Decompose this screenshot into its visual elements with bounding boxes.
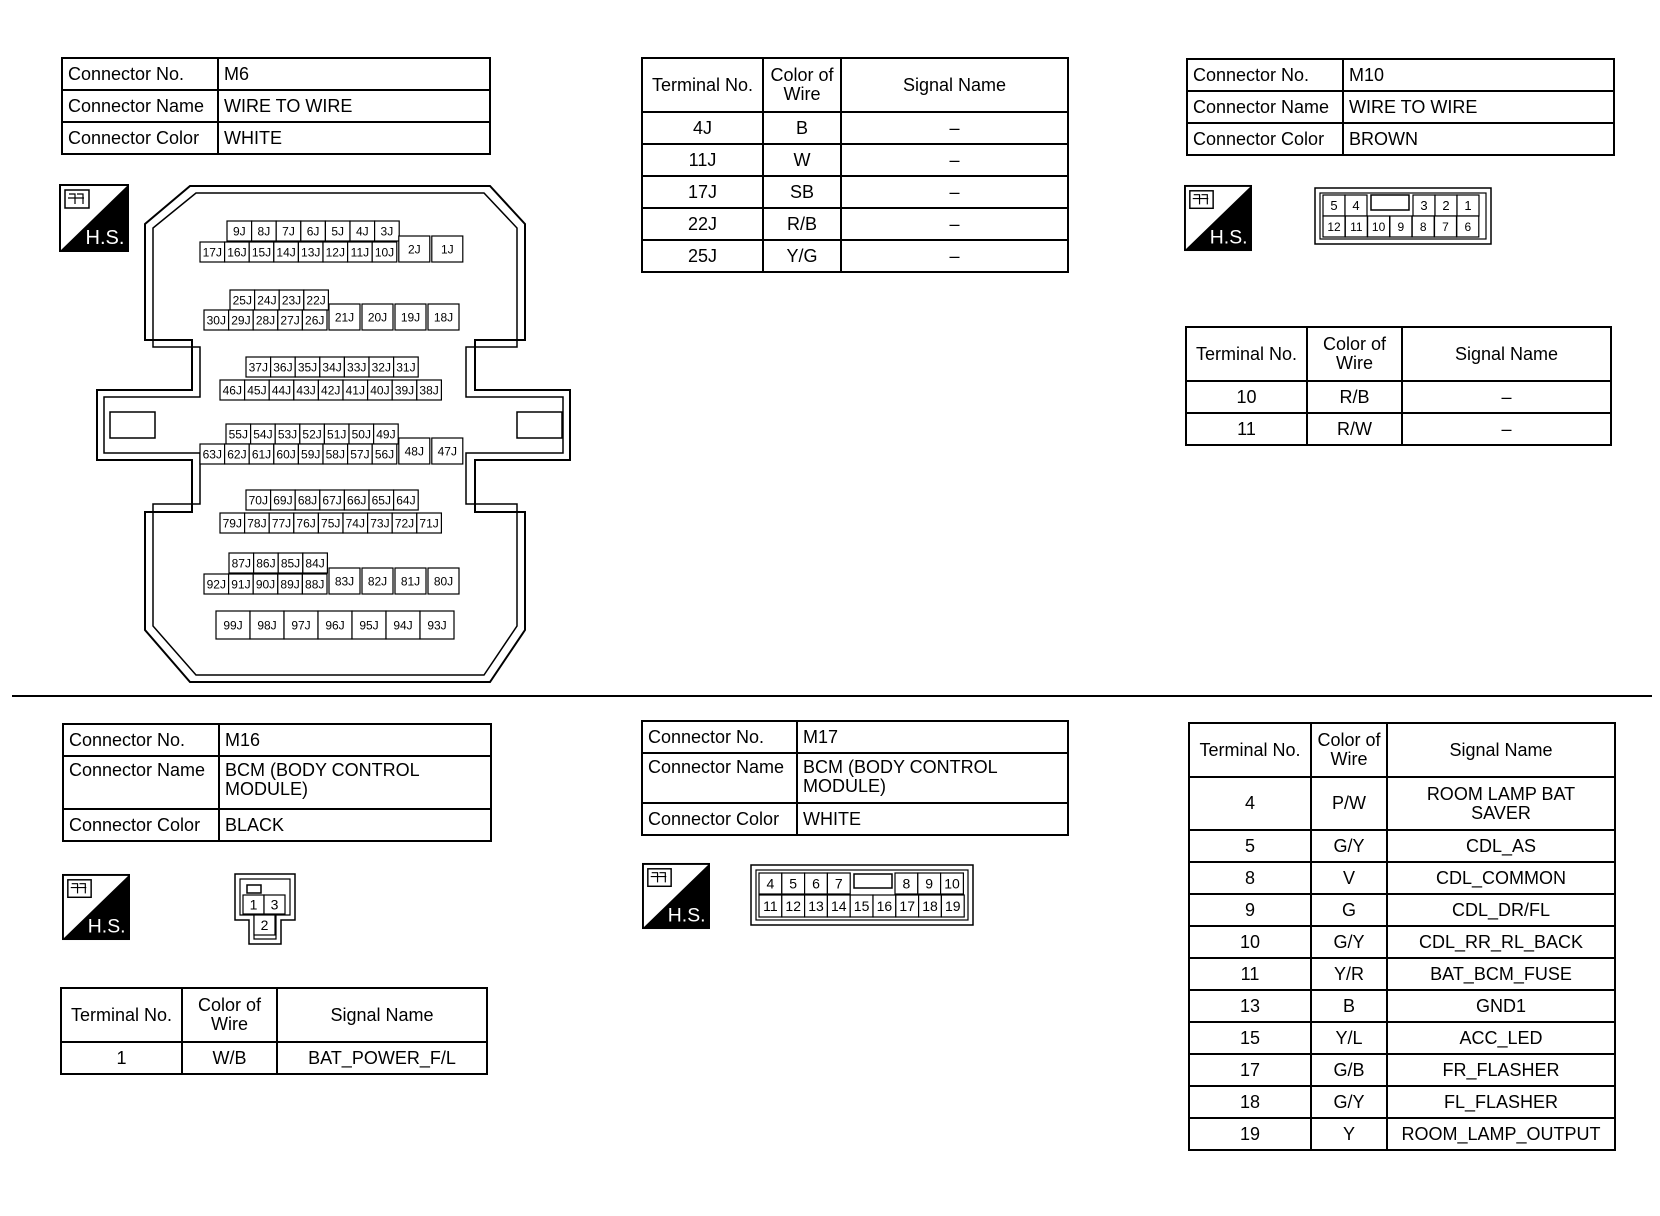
terminal-label: 31J — [396, 360, 416, 375]
terminal-label: 77J — [271, 516, 292, 531]
terminal-label: 2 — [260, 917, 269, 934]
table-row — [1189, 862, 1615, 894]
header-terminal: Terminal No. — [61, 988, 182, 1042]
info-row — [642, 753, 1068, 803]
info-value: BROWN — [1343, 123, 1614, 155]
section-divider — [12, 695, 1652, 697]
cell-terminal: 15 — [1189, 1022, 1311, 1054]
table-row — [1189, 926, 1615, 958]
info-value: WIRE TO WIRE — [1343, 91, 1614, 123]
terminal-label: 99J — [223, 618, 243, 633]
table-row — [1189, 958, 1615, 990]
cell-terminal: 10 — [1189, 926, 1311, 958]
terminal-label: 64J — [396, 493, 416, 508]
info-value: M17 — [797, 721, 1068, 753]
info-row — [63, 756, 491, 809]
terminal-label: 8 — [1419, 219, 1427, 234]
terminal-label: 5J — [331, 224, 345, 239]
hs-label: H.S. — [85, 227, 125, 249]
terminal-label: 4 — [1352, 198, 1360, 214]
info-label: Connector No. — [63, 724, 219, 756]
terminal-label: 67J — [322, 493, 342, 508]
terminal-label: 57J — [350, 447, 370, 462]
info-value: BLACK — [219, 809, 491, 841]
terminal-label: 6 — [812, 875, 820, 892]
cell-signal: FL_FLASHER — [1387, 1086, 1615, 1118]
terminal-label: 81J — [400, 574, 421, 589]
terminal-label: 16J — [227, 245, 247, 260]
terminal-label: 60J — [276, 447, 296, 462]
terminal-label: 50J — [351, 427, 371, 442]
info-label: Connector Name — [62, 90, 218, 122]
info-value: WHITE — [797, 803, 1068, 835]
terminal-label: 10J — [374, 245, 395, 260]
terminal-label: 27J — [280, 313, 300, 328]
m17-connector-diagram — [750, 864, 974, 926]
terminal-label: 93J — [427, 618, 447, 633]
terminal-label: 82J — [367, 574, 388, 589]
cell-color: R/W — [1307, 413, 1402, 445]
header-color: Color of Wire — [763, 58, 841, 112]
terminal-label: 74J — [345, 516, 365, 531]
info-value: BCM (BODY CONTROL MODULE) — [797, 753, 1068, 803]
table-header-row — [1189, 723, 1615, 777]
terminal-label: 19 — [945, 898, 961, 915]
cell-color: G/B — [1311, 1054, 1387, 1086]
table-row — [1189, 894, 1615, 926]
cell-signal: – — [841, 176, 1068, 208]
cell-signal: ROOM LAMP BAT SAVER — [1387, 777, 1615, 830]
header-terminal: Terminal No. — [1189, 723, 1311, 777]
harness-side-icon — [642, 862, 710, 930]
info-label: Connector Color — [642, 803, 797, 835]
terminal-label: 3 — [1420, 198, 1428, 214]
terminal-label: 4 — [766, 875, 775, 892]
terminal-label: 23J — [281, 293, 302, 308]
info-label: Connector No. — [642, 721, 797, 753]
info-row — [642, 803, 1068, 835]
terminal-label: 8J — [257, 224, 271, 239]
terminal-label: 4J — [355, 224, 369, 239]
terminal-label: 79J — [222, 516, 242, 531]
cell-terminal: 8 — [1189, 862, 1311, 894]
hs-label: H.S. — [1209, 226, 1248, 249]
terminal-label: 10 — [1371, 219, 1386, 234]
terminal-label: 28J — [255, 313, 276, 328]
m17-signal-table — [1188, 722, 1616, 1151]
cell-terminal: 11 — [1189, 958, 1311, 990]
table-row — [642, 144, 1068, 176]
terminal-label: 49J — [376, 427, 396, 442]
terminal-label: 12 — [785, 898, 801, 915]
terminal-label: 56J — [374, 447, 395, 462]
cell-signal: CDL_COMMON — [1387, 862, 1615, 894]
table-header-row — [61, 988, 487, 1042]
header-terminal: Terminal No. — [642, 58, 763, 112]
cell-terminal: 4 — [1189, 777, 1311, 830]
info-value: WHITE — [218, 122, 490, 154]
cell-terminal: 18 — [1189, 1086, 1311, 1118]
cell-signal: ACC_LED — [1387, 1022, 1615, 1054]
terminal-label: 35J — [297, 360, 318, 375]
info-label: Connector Color — [1187, 123, 1343, 155]
m16-info-table — [62, 723, 492, 842]
terminal-label: 89J — [280, 577, 300, 592]
terminal-label: 17 — [899, 898, 915, 915]
cell-color: V — [1311, 862, 1387, 894]
terminal-label: 42J — [321, 383, 341, 398]
cell-color: Y — [1311, 1118, 1387, 1150]
cell-terminal: 10 — [1186, 381, 1307, 413]
terminal-label: 6J — [306, 224, 320, 239]
table-row — [61, 1042, 487, 1074]
cell-color: Y/G — [763, 240, 841, 272]
header-color: Color of Wire — [182, 988, 277, 1042]
terminal-label: 22J — [306, 293, 326, 308]
table-row — [1186, 381, 1611, 413]
cell-color: W/B — [182, 1042, 277, 1074]
cell-signal: – — [841, 112, 1068, 144]
info-row — [62, 122, 490, 154]
terminal-label: 25J — [232, 293, 252, 308]
terminal-label: 69J — [273, 493, 293, 508]
terminal-label: 8 — [902, 875, 911, 892]
table-row — [1189, 1022, 1615, 1054]
cell-terminal: 11 — [1186, 413, 1307, 445]
terminal-label: 5 — [789, 875, 798, 892]
terminal-label: 98J — [257, 618, 277, 633]
terminal-label: 61J — [251, 447, 272, 462]
m6-connector-diagram — [95, 184, 575, 684]
cell-color: B — [763, 112, 841, 144]
cell-color: G/Y — [1311, 830, 1387, 862]
info-value: M10 — [1343, 59, 1614, 91]
harness-side-icon — [62, 873, 130, 941]
cell-terminal: 17 — [1189, 1054, 1311, 1086]
header-signal: Signal Name — [1402, 327, 1611, 381]
terminal-label: 63J — [202, 447, 222, 462]
cell-terminal: 25J — [642, 240, 763, 272]
terminal-label: 3J — [380, 224, 394, 239]
terminal-label: 7 — [1442, 219, 1449, 234]
terminal-label: 7 — [834, 875, 843, 892]
cell-terminal: 13 — [1189, 990, 1311, 1022]
info-value: WIRE TO WIRE — [218, 90, 490, 122]
terminal-label: 1J — [440, 242, 454, 257]
cell-color: Y/R — [1311, 958, 1387, 990]
terminal-label: 7J — [282, 224, 295, 239]
info-value: M6 — [218, 58, 490, 90]
terminal-label: 12 — [1327, 219, 1341, 234]
cell-color: R/B — [1307, 381, 1402, 413]
terminal-label: 19J — [400, 310, 421, 325]
header-signal: Signal Name — [1387, 723, 1615, 777]
header-color: Color of Wire — [1311, 723, 1387, 777]
terminal-label: 97J — [291, 618, 311, 633]
terminal-label: 92J — [206, 577, 226, 592]
terminal-label: 11J — [350, 245, 370, 260]
info-label: Connector No. — [1187, 59, 1343, 91]
terminal-label: 72J — [394, 516, 415, 531]
info-row — [63, 809, 491, 841]
terminal-label: 14 — [831, 898, 847, 915]
hs-label: H.S. — [667, 904, 706, 927]
terminal-label: 6 — [1464, 219, 1472, 234]
terminal-label: 88J — [305, 577, 325, 592]
info-row — [62, 90, 490, 122]
terminal-label: 18 — [922, 898, 938, 915]
terminal-label: 18J — [433, 310, 454, 325]
terminal-label: 11 — [1350, 219, 1363, 234]
terminal-label: 65J — [371, 493, 391, 508]
info-row — [63, 724, 491, 756]
terminal-label: 95J — [359, 618, 379, 633]
terminal-label: 71J — [419, 516, 439, 531]
cell-signal: – — [841, 208, 1068, 240]
info-label: Connector Color — [62, 122, 218, 154]
info-row — [1187, 123, 1614, 155]
terminal-label: 16 — [876, 898, 893, 915]
terminal-label: 58J — [325, 447, 345, 462]
table-row — [1189, 777, 1615, 830]
cell-terminal: 19 — [1189, 1118, 1311, 1150]
cell-signal: BAT_POWER_F/L — [277, 1042, 487, 1074]
info-row — [1187, 91, 1614, 123]
cell-signal: CDL_AS — [1387, 830, 1615, 862]
cell-color: B — [1311, 990, 1387, 1022]
terminal-label: 94J — [393, 618, 413, 633]
terminal-label: 91J — [231, 577, 251, 592]
cell-signal: – — [841, 240, 1068, 272]
cell-color: G — [1311, 894, 1387, 926]
terminal-label: 76J — [296, 516, 316, 531]
terminal-label: 29J — [231, 313, 251, 328]
info-label: Connector Name — [63, 756, 219, 809]
terminal-label: 85J — [280, 556, 301, 571]
terminal-label: 3 — [270, 896, 279, 913]
cell-color: Y/L — [1311, 1022, 1387, 1054]
terminal-label: 44J — [271, 383, 292, 398]
terminal-label: 75J — [321, 516, 341, 531]
terminal-label: 51J — [327, 427, 347, 442]
terminal-label: 1 — [1464, 198, 1472, 214]
cell-signal: CDL_RR_RL_BACK — [1387, 926, 1615, 958]
table-row — [1189, 1054, 1615, 1086]
cell-color: SB — [763, 176, 841, 208]
header-color: Color of Wire — [1307, 327, 1402, 381]
table-row — [642, 176, 1068, 208]
terminal-label: 37J — [248, 360, 268, 375]
hs-label: H.S. — [87, 915, 126, 938]
m10-signal-table — [1185, 326, 1612, 446]
terminal-label: 52J — [302, 427, 322, 442]
cell-color: G/Y — [1311, 926, 1387, 958]
cell-signal: – — [1402, 413, 1611, 445]
info-row — [1187, 59, 1614, 91]
cell-signal: CDL_DR/FL — [1387, 894, 1615, 926]
terminal-label: 26J — [305, 313, 325, 328]
terminal-label: 13J — [301, 245, 321, 260]
cell-terminal: 1 — [61, 1042, 182, 1074]
table-row — [642, 112, 1068, 144]
cell-terminal: 22J — [642, 208, 763, 240]
cell-color: P/W — [1311, 777, 1387, 830]
terminal-label: 15J — [251, 245, 272, 260]
m16-signal-table — [60, 987, 488, 1075]
terminal-label: 54J — [253, 427, 273, 442]
terminal-label: 83J — [334, 574, 355, 589]
terminal-label: 40J — [370, 383, 390, 398]
terminal-label: 1 — [249, 896, 258, 913]
info-row — [642, 721, 1068, 753]
terminal-label: 2J — [407, 242, 421, 257]
table-row — [642, 240, 1068, 272]
cell-terminal: 17J — [642, 176, 763, 208]
terminal-label: 73J — [370, 516, 390, 531]
terminal-label: 43J — [296, 383, 316, 398]
terminal-label: 32J — [371, 360, 391, 375]
cell-terminal: 11J — [642, 144, 763, 176]
terminal-label: 9 — [925, 875, 934, 892]
terminal-label: 36J — [273, 360, 293, 375]
terminal-label: 10 — [944, 875, 960, 892]
terminal-label: 20J — [367, 310, 388, 325]
terminal-label: 46J — [222, 383, 242, 398]
table-row — [1189, 830, 1615, 862]
header-terminal: Terminal No. — [1186, 327, 1307, 381]
terminal-label: 13 — [808, 898, 824, 915]
cell-signal: FR_FLASHER — [1387, 1054, 1615, 1086]
terminal-label: 21J — [334, 310, 355, 325]
info-value: BCM (BODY CONTROL MODULE) — [219, 756, 491, 809]
table-row — [1189, 990, 1615, 1022]
terminal-label: 62J — [227, 447, 247, 462]
terminal-label: 41J — [345, 383, 365, 398]
terminal-label: 34J — [322, 360, 342, 375]
terminal-label: 78J — [247, 516, 267, 531]
cell-terminal: 4J — [642, 112, 763, 144]
table-row — [1189, 1118, 1615, 1150]
cell-color: R/B — [763, 208, 841, 240]
cell-signal: – — [1402, 381, 1611, 413]
header-signal: Signal Name — [841, 58, 1068, 112]
cell-color: W — [763, 144, 841, 176]
cell-color: G/Y — [1311, 1086, 1387, 1118]
terminal-label: 33J — [347, 360, 367, 375]
terminal-label: 53J — [277, 427, 298, 442]
terminal-label: 12J — [325, 245, 345, 260]
terminal-label: 14J — [276, 245, 296, 260]
terminal-label: 30J — [206, 313, 226, 328]
terminal-label: 90J — [255, 577, 276, 592]
terminal-label: 80J — [433, 574, 454, 589]
terminal-label: 47J — [437, 444, 457, 459]
info-label: Connector Name — [642, 753, 797, 803]
m17-info-table — [641, 720, 1069, 836]
m6-info-table — [61, 57, 491, 155]
terminal-label: 38J — [419, 383, 439, 398]
terminal-label: 9J — [232, 224, 246, 239]
cell-signal: ROOM_LAMP_OUTPUT — [1387, 1118, 1615, 1150]
info-value: M16 — [219, 724, 491, 756]
terminal-label: 17J — [202, 245, 222, 260]
terminal-label: 5 — [1330, 198, 1338, 214]
info-label: Connector No. — [62, 58, 218, 90]
terminal-label: 48J — [404, 444, 424, 459]
table-row — [642, 208, 1068, 240]
terminal-label: 70J — [248, 493, 268, 508]
terminal-label: 2 — [1442, 198, 1450, 214]
m10-connector-diagram — [1314, 187, 1492, 245]
table-header-row — [1186, 327, 1611, 381]
terminal-label: 96J — [325, 618, 345, 633]
info-label: Connector Name — [1187, 91, 1343, 123]
terminal-label: 45J — [247, 383, 267, 398]
terminal-label: 15 — [853, 898, 870, 915]
terminal-label: 87J — [231, 556, 251, 571]
terminal-label: 59J — [301, 447, 321, 462]
terminal-label: 11 — [763, 898, 778, 915]
cell-terminal: 5 — [1189, 830, 1311, 862]
terminal-label: 9 — [1397, 219, 1405, 234]
terminal-label: 39J — [394, 383, 415, 398]
terminal-label: 86J — [256, 556, 276, 571]
table-row — [1189, 1086, 1615, 1118]
m6-signal-table — [641, 57, 1069, 273]
table-header-row — [642, 58, 1068, 112]
cell-signal: BAT_BCM_FUSE — [1387, 958, 1615, 990]
terminal-label: 55J — [228, 427, 248, 442]
terminal-label: 24J — [257, 293, 277, 308]
cell-signal: GND1 — [1387, 990, 1615, 1022]
terminal-label: 68J — [297, 493, 318, 508]
m16-connector-diagram — [233, 872, 297, 946]
cell-terminal: 9 — [1189, 894, 1311, 926]
info-row — [62, 58, 490, 90]
table-row — [1186, 413, 1611, 445]
m10-info-table — [1186, 58, 1615, 156]
header-signal: Signal Name — [277, 988, 487, 1042]
cell-signal: – — [841, 144, 1068, 176]
info-label: Connector Color — [63, 809, 219, 841]
terminal-label: 84J — [305, 556, 325, 571]
harness-side-icon — [1184, 184, 1252, 252]
terminal-label: 66J — [347, 493, 367, 508]
